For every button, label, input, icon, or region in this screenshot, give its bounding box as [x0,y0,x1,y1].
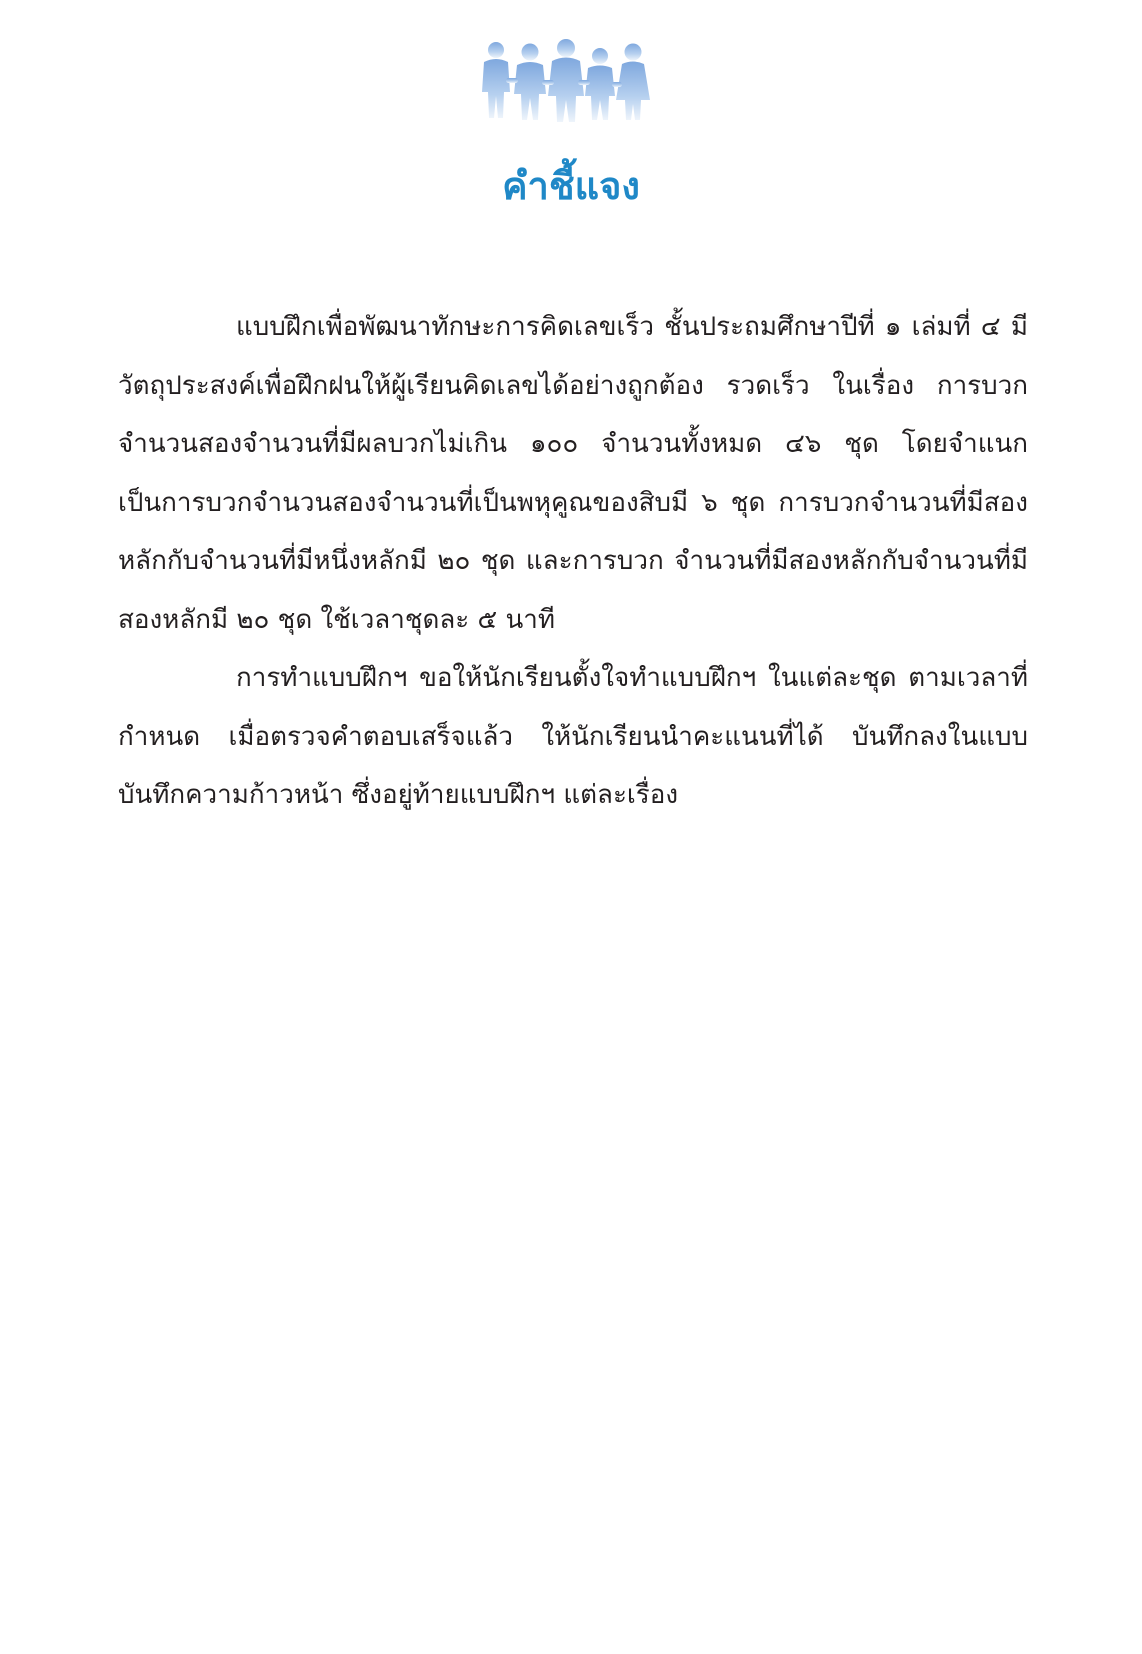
instructions-paragraph-2: การทำแบบฝึกฯ ขอให้นักเรียนตั้งใจทำแบบฝึกฯ ในแต่ละชุด ตามเวลาที่กำหนด เมื่อตรวจคำตอบเสร็จแล้ว ให้นักเรียนนำคะแนนที่ได้ บันทึกลงในแบบบันทึกความก้าวหน้า ซึ่งอยู่ท้ายแบบฝึกฯ แต่ละเรื่อง [118,663,1028,810]
instructions-paragraph-1: แบบฝึกเพื่อพัฒนาทักษะการคิดเลขเร็ว ชั้นประถมศึกษาปีที่ ๑ เล่มที่ ๔ มีวัตถุประสงค์เพื่อฝึกฝนให้ผู้เรียนคิดเลขได้อย่างถูกต้อง รวดเร็ว ในเรื่อง การบวกจำนวนสองจำนวนที่มีผลบวกไม่เกิน ๑๐๐ จำนวนทั้งหมด ๔๖ ชุด โดยจำแนกเป็นการบวกจำนวนสองจำนวนที่เป็นพหุคูณของสิบมี ๖ ชุด การบวกจำนวนที่มีสองหลักกับจำนวนที่มีหนึ่งหลักมี ๒๐ ชุด และการบวก จำนวนที่มีสองหลักกับจำนวนที่มีสองหลักมี ๒๐ ชุด ใช้เวลาชุดละ ๕ นาที [118,312,1028,635]
page-title: คำชี้แจง [502,164,640,208]
children-holding-hands-icon [478,38,652,122]
instructions-body [118,298,1028,825]
